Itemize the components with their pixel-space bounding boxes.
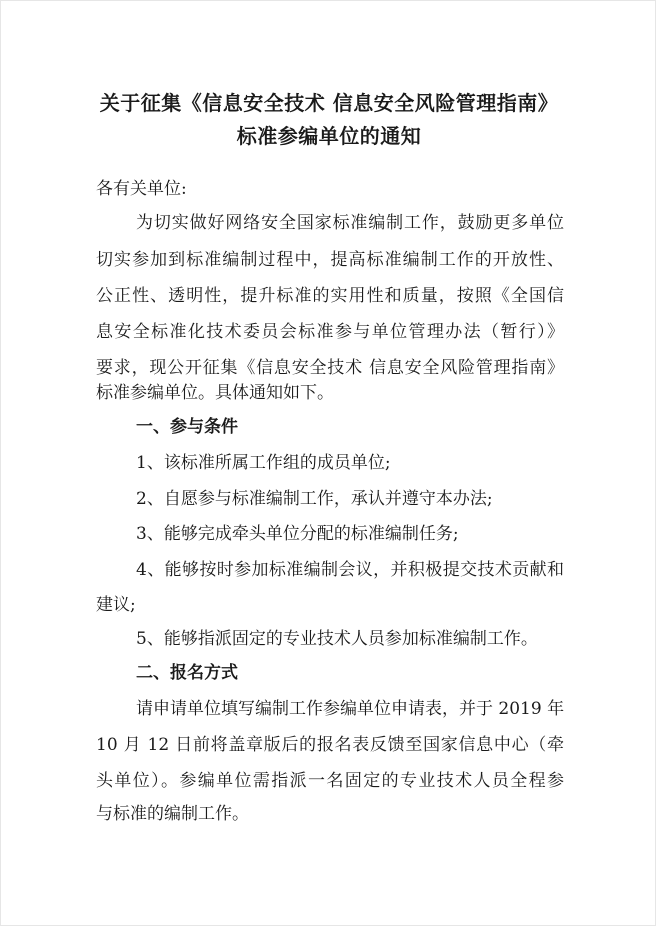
salutation: 各有关单位: — [96, 179, 187, 199]
body-line: 与标准的编制工作。 — [96, 804, 249, 824]
body-line: 头单位）。参编单位需指派一名固定的专业技术人员全程参 — [96, 771, 564, 791]
condition-item: 5、能够指派固定的专业技术人员参加标准编制工作。 — [136, 629, 538, 649]
section-heading-conditions: 一、参与条件 — [136, 417, 238, 437]
condition-item: 2、自愿参与标准编制工作，承认并遵守本办法; — [136, 489, 493, 509]
condition-item-continued: 建议; — [96, 595, 136, 615]
body-line: 为切实做好网络安全国家标准编制工作，鼓励更多单位 — [136, 213, 564, 233]
document-title-line1: 关于征集《信息安全技术 信息安全风险管理指南》 — [99, 91, 559, 115]
body-line: 标准参编单位。具体通知如下。 — [96, 383, 334, 403]
body-line: 息安全标准化技术委员会标准参与单位管理办法（暂行）》 — [96, 322, 564, 342]
body-line: 要求，现公开征集《信息安全技术 信息安全风险管理指南》 — [96, 358, 564, 378]
body-line: 公正性、透明性，提升标准的实用性和质量，按照《全国信 — [96, 286, 564, 306]
body-line: 切实参加到标准编制过程中，提高标准编制工作的开放性、 — [96, 250, 564, 270]
body-line: 请申请单位填写编制工作参编单位申请表，并于 2019 年 — [136, 699, 565, 719]
document-title-line2: 标准参编单位的通知 — [236, 124, 422, 148]
condition-item: 1、该标准所属工作组的成员单位; — [136, 453, 391, 473]
condition-item: 3、能够完成牵头单位分配的标准编制任务; — [136, 524, 459, 544]
condition-item: 4、能够按时参加标准编制会议，并积极提交技术贡献和 — [136, 560, 564, 580]
section-heading-registration: 二、报名方式 — [136, 663, 238, 683]
body-line: 10 月 12 日前将盖章版后的报名表反馈至国家信息中心（牵 — [96, 735, 564, 755]
